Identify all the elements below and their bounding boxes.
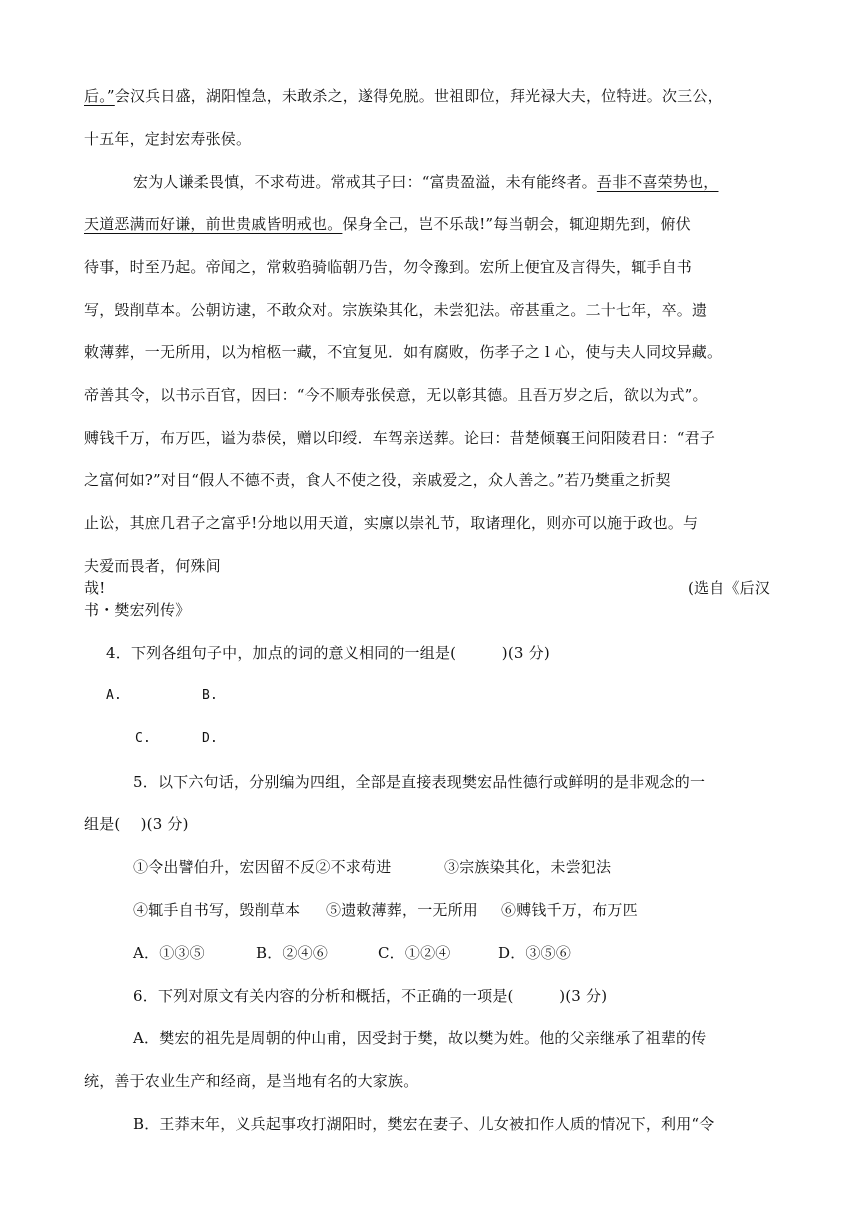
passage-line-6: 写，毁削草本。公朝访逮，不敢众对。宗族染其化，未尝犯法。帝甚重之。二十七年，卒。遗 (84, 301, 708, 319)
passage-line-1 (84, 86, 723, 106)
question-5-items-row-1b: ③宗族染其化，未尝犯法 (444, 858, 612, 876)
passage-line-13: 哉! (84, 579, 106, 597)
question-4-stem: 4．下列各组句子中，加点的词的意义相同的一组是( )(3 分) (106, 644, 550, 662)
question-4-option-c: C. (135, 731, 152, 746)
passage-line-4 (84, 214, 691, 234)
text-span: 保身全己，岂不乐哉!”每当朝会，辄迎期先到，俯伏 (342, 215, 691, 233)
question-5-answer-b: B．②④⑥ (256, 944, 329, 962)
source-citation: (选自《后汉 (688, 579, 771, 597)
question-5-items-row-1a: ①令出譬伯升，宏因留不反②不求苟进 (133, 858, 392, 876)
question-4-option-d: D. (202, 731, 219, 746)
passage-line-9: 赙钱千万，布万匹，谥为恭侯，赠以印绶．车驾亲送葬。论曰：昔楚倾襄王问阳陵君日：“君子 (84, 429, 716, 447)
passage-line-11: 止讼，其庶几君子之富乎!分地以用天道，实廪以崇礼节，取诸理化，则亦可以施于政也。与 (84, 514, 699, 532)
passage-line-8: 帝善其令，以书示百官，因曰：“今不顺寿张侯意，无以彰其德。且吾万岁之后，欲以为式”。 (84, 386, 708, 404)
question-6-option-a-cont: 统，善于农业生产和经商，是当地有名的大家族。 (84, 1072, 419, 1090)
source-citation-cont: 书・樊宏列传》 (84, 601, 191, 619)
underlined-phrase: 天道恶满而好谦，前世贵戚皆明戒也。 (84, 215, 343, 233)
question-5-answer-d: D．③⑤⑥ (498, 944, 572, 962)
question-4-option-a: A. (106, 688, 123, 703)
question-5-stem: 5．以下六句话，分别编为四组，全部是直接表现樊宏品性德行或鲜明的是非观念的一 (133, 773, 706, 791)
question-5-items-row-2b: ⑤遗敕薄葬，一无所用 (326, 901, 479, 919)
text-span: 宏为人谦柔畏慎，不求苟进。常戒其子曰：“富贵盈溢，未有能终者。 (133, 173, 597, 191)
question-6-stem: 6．下列对原文有关内容的分析和概括，不正确的一项是( )(3 分) (133, 987, 608, 1005)
question-5-items-row-2a: ④辄手自书写，毁削草本 (133, 901, 301, 919)
passage-line-5: 待事，时至乃起。帝闻之，常敕驺骑临朝乃告，勿令豫到。宏所上便宜及言得失，辄手自书 (84, 258, 693, 276)
passage-line-10: 之富何如?”对目“假人不德不责，食人不使之役，亲戚爱之，众人善之。”若乃樊重之折契 (84, 471, 671, 489)
question-5-answer-c: C．①②④ (378, 944, 451, 962)
question-6-option-b: B．王莽末年，义兵起事攻打湖阳时，樊宏在妻子、儿女被扣作人质的情况下，利用“令 (133, 1115, 715, 1133)
passage-line-3 (133, 172, 718, 192)
passage-line-12: 夫爱而畏者，何殊间 (84, 557, 221, 575)
passage-line-7: 敕薄葬，一无所用，以为棺柩一藏，不宜复见．如有腐败，伤孝子之 l 心，使与夫人同坟异藏。 (84, 343, 723, 361)
text-span: 会汉兵日盛，湖阳惶急，未敢杀之，遂得免脱。世祖即位，拜光禄大夫，位特进。次三公， (114, 87, 723, 105)
underlined-phrase: 后。” (84, 87, 115, 105)
passage-line-2: 十五年，定封宏寿张侯。 (84, 130, 252, 148)
underlined-phrase: 吾非不喜荣势也， (596, 173, 719, 191)
question-5-answer-a: A．①③⑤ (133, 944, 205, 962)
question-5-items-row-2c: ⑥赙钱千万，布万匹 (501, 901, 638, 919)
question-6-option-a: A．樊宏的祖先是周朝的仲山甫，因受封于樊，故以樊为姓。他的父亲继承了祖辈的传 (133, 1029, 707, 1047)
question-5-stem-cont: 组是( )(3 分) (84, 815, 189, 833)
question-4-option-b: B. (202, 688, 219, 703)
